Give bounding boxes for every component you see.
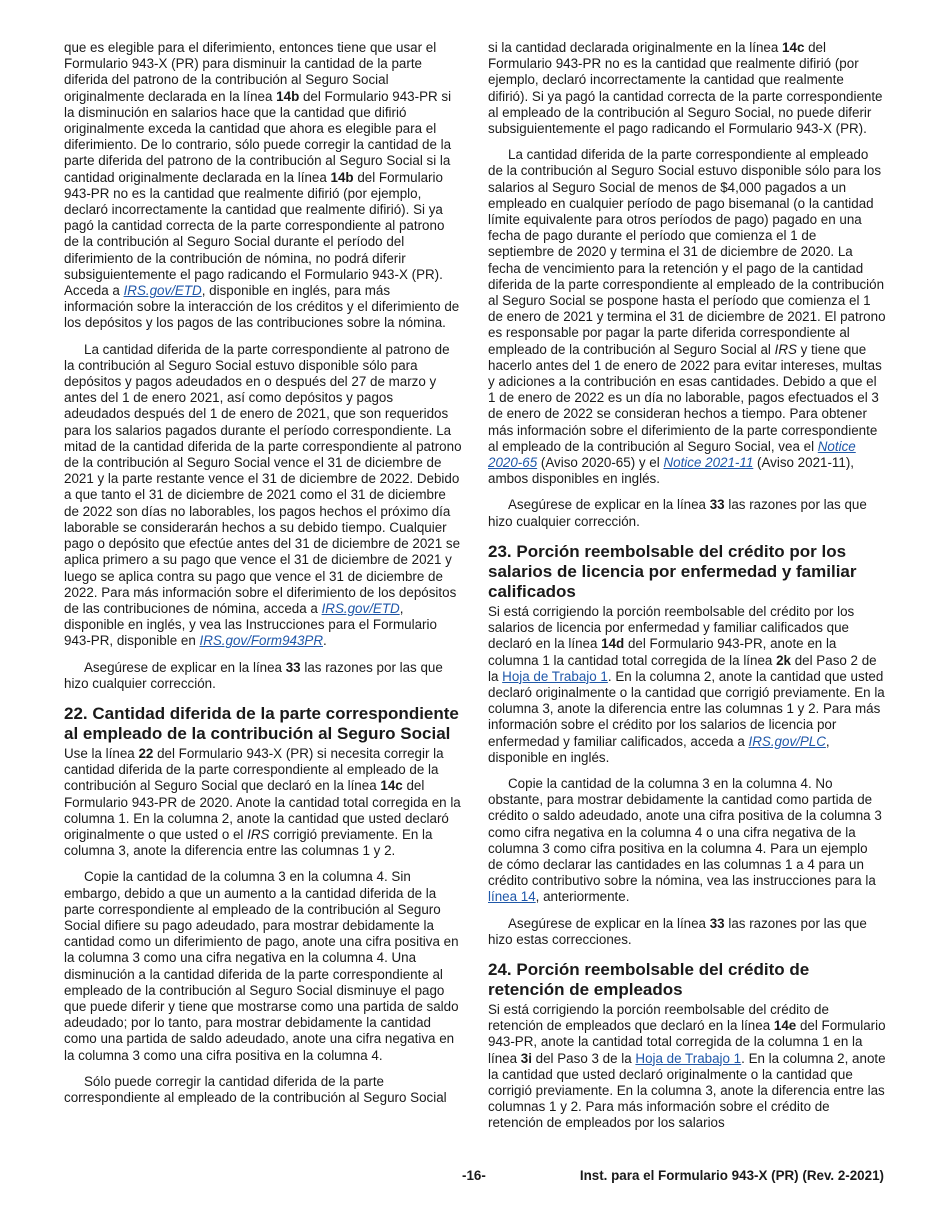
paragraph: La cantidad diferida de la parte correspondiente al empleado de la contribución al Seguro Social estuvo disponible sólo para los salarios al Seguro Social de menos de $4,000 pagados a un empleado en cualquier período de pago bisemanal (o la cantidad límite equivalente para otros períodos de pago) pagado en una fecha de pago durante el período que comienza el 1 de septiembre de 2020 y termina el 31 de diciembre de 2020. La fecha de vencimiento para la retención y el pago de la cantidad diferida de la parte correspondiente al empleado de la contribución al Seguro Social se pospone hasta el período que comienza el 1 de enero de 2021 y termina el 31 de diciembre de 2021. El patrono es responsable por pagar la parte diferida correspondiente al empleado de la contribución al Seguro Social al IRS y tiene que hacerlo antes del 1 de enero de 2022 para evitar intereses, multas y adiciones a la contribución en esas cantidades. Debido a que el 1 de enero de 2022 es un día no laborable, pagos efectuados el 3 de enero de 2022 se consideran hechos a tiempo. Para obtener más información sobre el diferimiento de la parte correspondiente al empleado de la contribución al Seguro Social, vea el Notice 2020-65 (Aviso 2020-65) y el Notice 2021-11 (Aviso 2021-11), ambos disponibles en inglés. [488, 147, 886, 487]
irs-etd-link[interactable]: IRS.gov/ETD [321, 600, 400, 616]
section-heading-23: 23. Porción reembolsable del crédito por los salarios de licencia por enfermedad y familiar calificados [488, 541, 857, 601]
paragraph: Asegúrese de explicar en la línea 33 las razones por las que hizo cualquier corrección. [64, 659, 443, 691]
paragraph: Si está corrigiendo la porción reembolsable del crédito de retención de empleados que declaró en la línea 14e del Formulario 943-PR, anote la cantidad total corregida de la columna 1 en la línea 3i del Paso 3 de la Hoja de Trabajo 1. En la columna 2, anote la cantidad que usted declaró originalmente o la cantidad que corrigió previamente. En la columna 3, anote la diferencia entre las columnas 1 y 2. Para más información sobre el crédito de retención de empleados por los salarios [488, 1001, 886, 1131]
paragraph: Sólo puede corregir la cantidad diferida de la parte correspondiente al empleado de la contribución al Seguro Social [64, 1073, 447, 1105]
worksheet-1-link[interactable]: Hoja de Trabajo 1 [502, 668, 608, 684]
paragraph: Asegúrese de explicar en la línea 33 las razones por las que hizo estas correcciones. [488, 915, 867, 947]
section-heading-22: 22. Cantidad diferida de la parte correspondiente al empleado de la contribución al Seguro Social [64, 703, 459, 743]
paragraph: Copie la cantidad de la columna 3 en la columna 4. No obstante, para mostrar debidamente la cantidad como partida de crédito o saldo adeudado, anote una cifra positiva de la columna 3 como cifra negativa en la columna 4 o una cifra negativa de la columna 3 como cifra positiva en la columna 4. Para un ejemplo de cómo declarar las cantidades en las columnas 1 a 4 para un crédito contributivo sobre la nómina, vea las instrucciones para la línea 14, anteriormente. [488, 775, 882, 905]
worksheet-1-link[interactable]: Hoja de Trabajo 1 [635, 1050, 742, 1066]
irs-etd-link[interactable]: IRS.gov/ETD [123, 283, 202, 299]
paragraph: Si está corrigiendo la porción reembolsable del crédito por los salarios de licencia por enfermedad y familiar calificados que declaró en la línea 14d del Formulario 943-PR, anote en la columna 1 la cantidad total corregida de la línea 2k del Paso 2 de la Hoja de Trabajo 1. En la columna 2, anote la cantidad que usted declaró originalmente o la cantidad que corrigió previamente. En la columna 3, anote la diferencia entre las columnas 1 y 2. Para más información sobre el crédito por los salarios de licencia por enfermedad y familiar calificados, acceda a IRS.gov/PLC, disponible en inglés. [488, 603, 885, 765]
footer-title: Inst. para el Formulario 943-X (PR) (Rev. 2-2021) [579, 1168, 884, 1183]
notice-2020-65-link[interactable]: Notice 2020-65 [488, 438, 856, 471]
left-column [64, 40, 462, 1116]
page-number: -16- [462, 1168, 486, 1183]
notice-2021-11-link[interactable]: Notice 2021-11 [663, 455, 754, 471]
paragraph: si la cantidad declarada originalmente en la línea 14c del Formulario 943-PR no es la cantidad que realmente difirió (por ejemplo, declaró incorrectamente la cantidad que realmente difirió). Si ya pagó la cantidad correcta de la parte correspondiente al empleado de la contribución al Seguro Social, no puede diferir subsiguientemente el pago radicando el Formulario 943-X (PR). [488, 40, 883, 137]
paragraph: Use la línea 22 del Formulario 943-X (PR) si necesita corregir la cantidad diferida de la parte correspondiente al empleado de la contribución al Seguro Social que declaró en la línea 14c del Formulario 943-PR de 2020. Anote la cantidad total corregida en la columna 1. En la columna 2, anote la cantidad que usted declaró originalmente o que usted o el IRS corrigió previamente. En la columna 3, anote la diferencia entre las columnas 1 y 2. [64, 745, 461, 859]
irs-form943pr-link[interactable]: IRS.gov/Form943PR [199, 633, 324, 649]
page-footer [0, 1168, 950, 1188]
paragraph: Asegúrese de explicar en la línea 33 las razones por las que hizo cualquier corrección. [488, 497, 867, 529]
right-column [488, 40, 886, 1142]
paragraph: Copie la cantidad de la columna 3 en la columna 4. Sin embargo, debido a que un aumento a la cantidad diferida de la parte correspondiente al empleado de la contribución al Seguro Social difiere su pago adeudado, para mostrar debidamente la cantidad como un diferimiento de pago, anote una cifra positiva en la columna 3 como una cifra negativa en la columna 4. Una disminución a la cantidad diferida de la parte correspondiente al empleado de la contribución al Seguro Social disminuye el pago que puede diferir y tiene que mostrarse como una partida de saldo adeudado; por lo tanto, para mostrar debidamente la cantidad como una partida de saldo adeudado, anote una cifra negativa en la columna 3 como una cifra positiva en la columna 4. [64, 869, 459, 1063]
paragraph: que es elegible para el diferimiento, entonces tiene que usar el Formulario 943-X (PR) para disminuir la cantidad de la parte diferida del patrono de la contribución al Seguro Social originalmente declarada en la línea 14b del Formulario 943-PR si la disminución en salarios hace que la cantidad que difirió originalmente exceda la cantidad que ahora es elegible para el diferimiento. De lo contrario, sólo puede corregir la cantidad de la parte diferida del patrono de la contribución al Seguro Social si la cantidad originalmente declarada en la línea 14b del Formulario 943-PR no es la cantidad que realmente difirió (por ejemplo, declaró incorrectamente la cantidad que realmente difirió). Si ya pagó la cantidad correcta de la parte correspondiente al patrono de la contribución al Seguro Social durante el período del diferimiento de la contribución de nómina, no podrá diferir subsiguientemente el pago radicando el Formulario 943-X (PR). Acceda a IRS.gov/ETD, disponible en inglés, para más información sobre la interacción de los créditos y el diferimiento de los depósitos y los pagos de las contribuciones sobre la nómina. [64, 40, 460, 331]
line-14-link[interactable]: línea 14 [488, 889, 536, 905]
irs-plc-link[interactable]: IRS.gov/PLC [748, 733, 826, 749]
section-heading-24: 24. Porción reembolsable del crédito de retención de empleados [488, 959, 810, 999]
paragraph: La cantidad diferida de la parte correspondiente al patrono de la contribución al Seguro Social estuvo disponible sólo para depósitos y pagos adeudados en o después del 27 de marzo y antes del 1 de enero 2021, así como depósitos y pagos adeudados después del 1 de enero de 2021, que son requeridos para los salarios pagados durante el período correspondiente. La mitad de la cantidad diferida de la parte correspondiente al patrono de la contribución al Seguro Social vence el 31 de diciembre de 2021 y la parte restante vence el 31 de diciembre de 2022. Debido a que tanto el 31 de diciembre de 2021 como el 31 de diciembre de 2022 son días no laborables, los pagos hechos el próximo día laborable se considerarán hechos a su debido tiempo. Cualquier pago o depósito que efectúe antes del 31 de diciembre de 2021 se aplica primero a su pago que vence el 31 de diciembre de 2021 y luego se aplica contra su pago que vence el 31 de diciembre de 2022. Para más información sobre el diferimiento de los depósitos de las contribuciones de nómina, acceda a IRS.gov/ETD, disponible en inglés, y vea las Instrucciones para el Formulario 943-PR, disponible en IRS.gov/Form943PR. [64, 341, 462, 649]
